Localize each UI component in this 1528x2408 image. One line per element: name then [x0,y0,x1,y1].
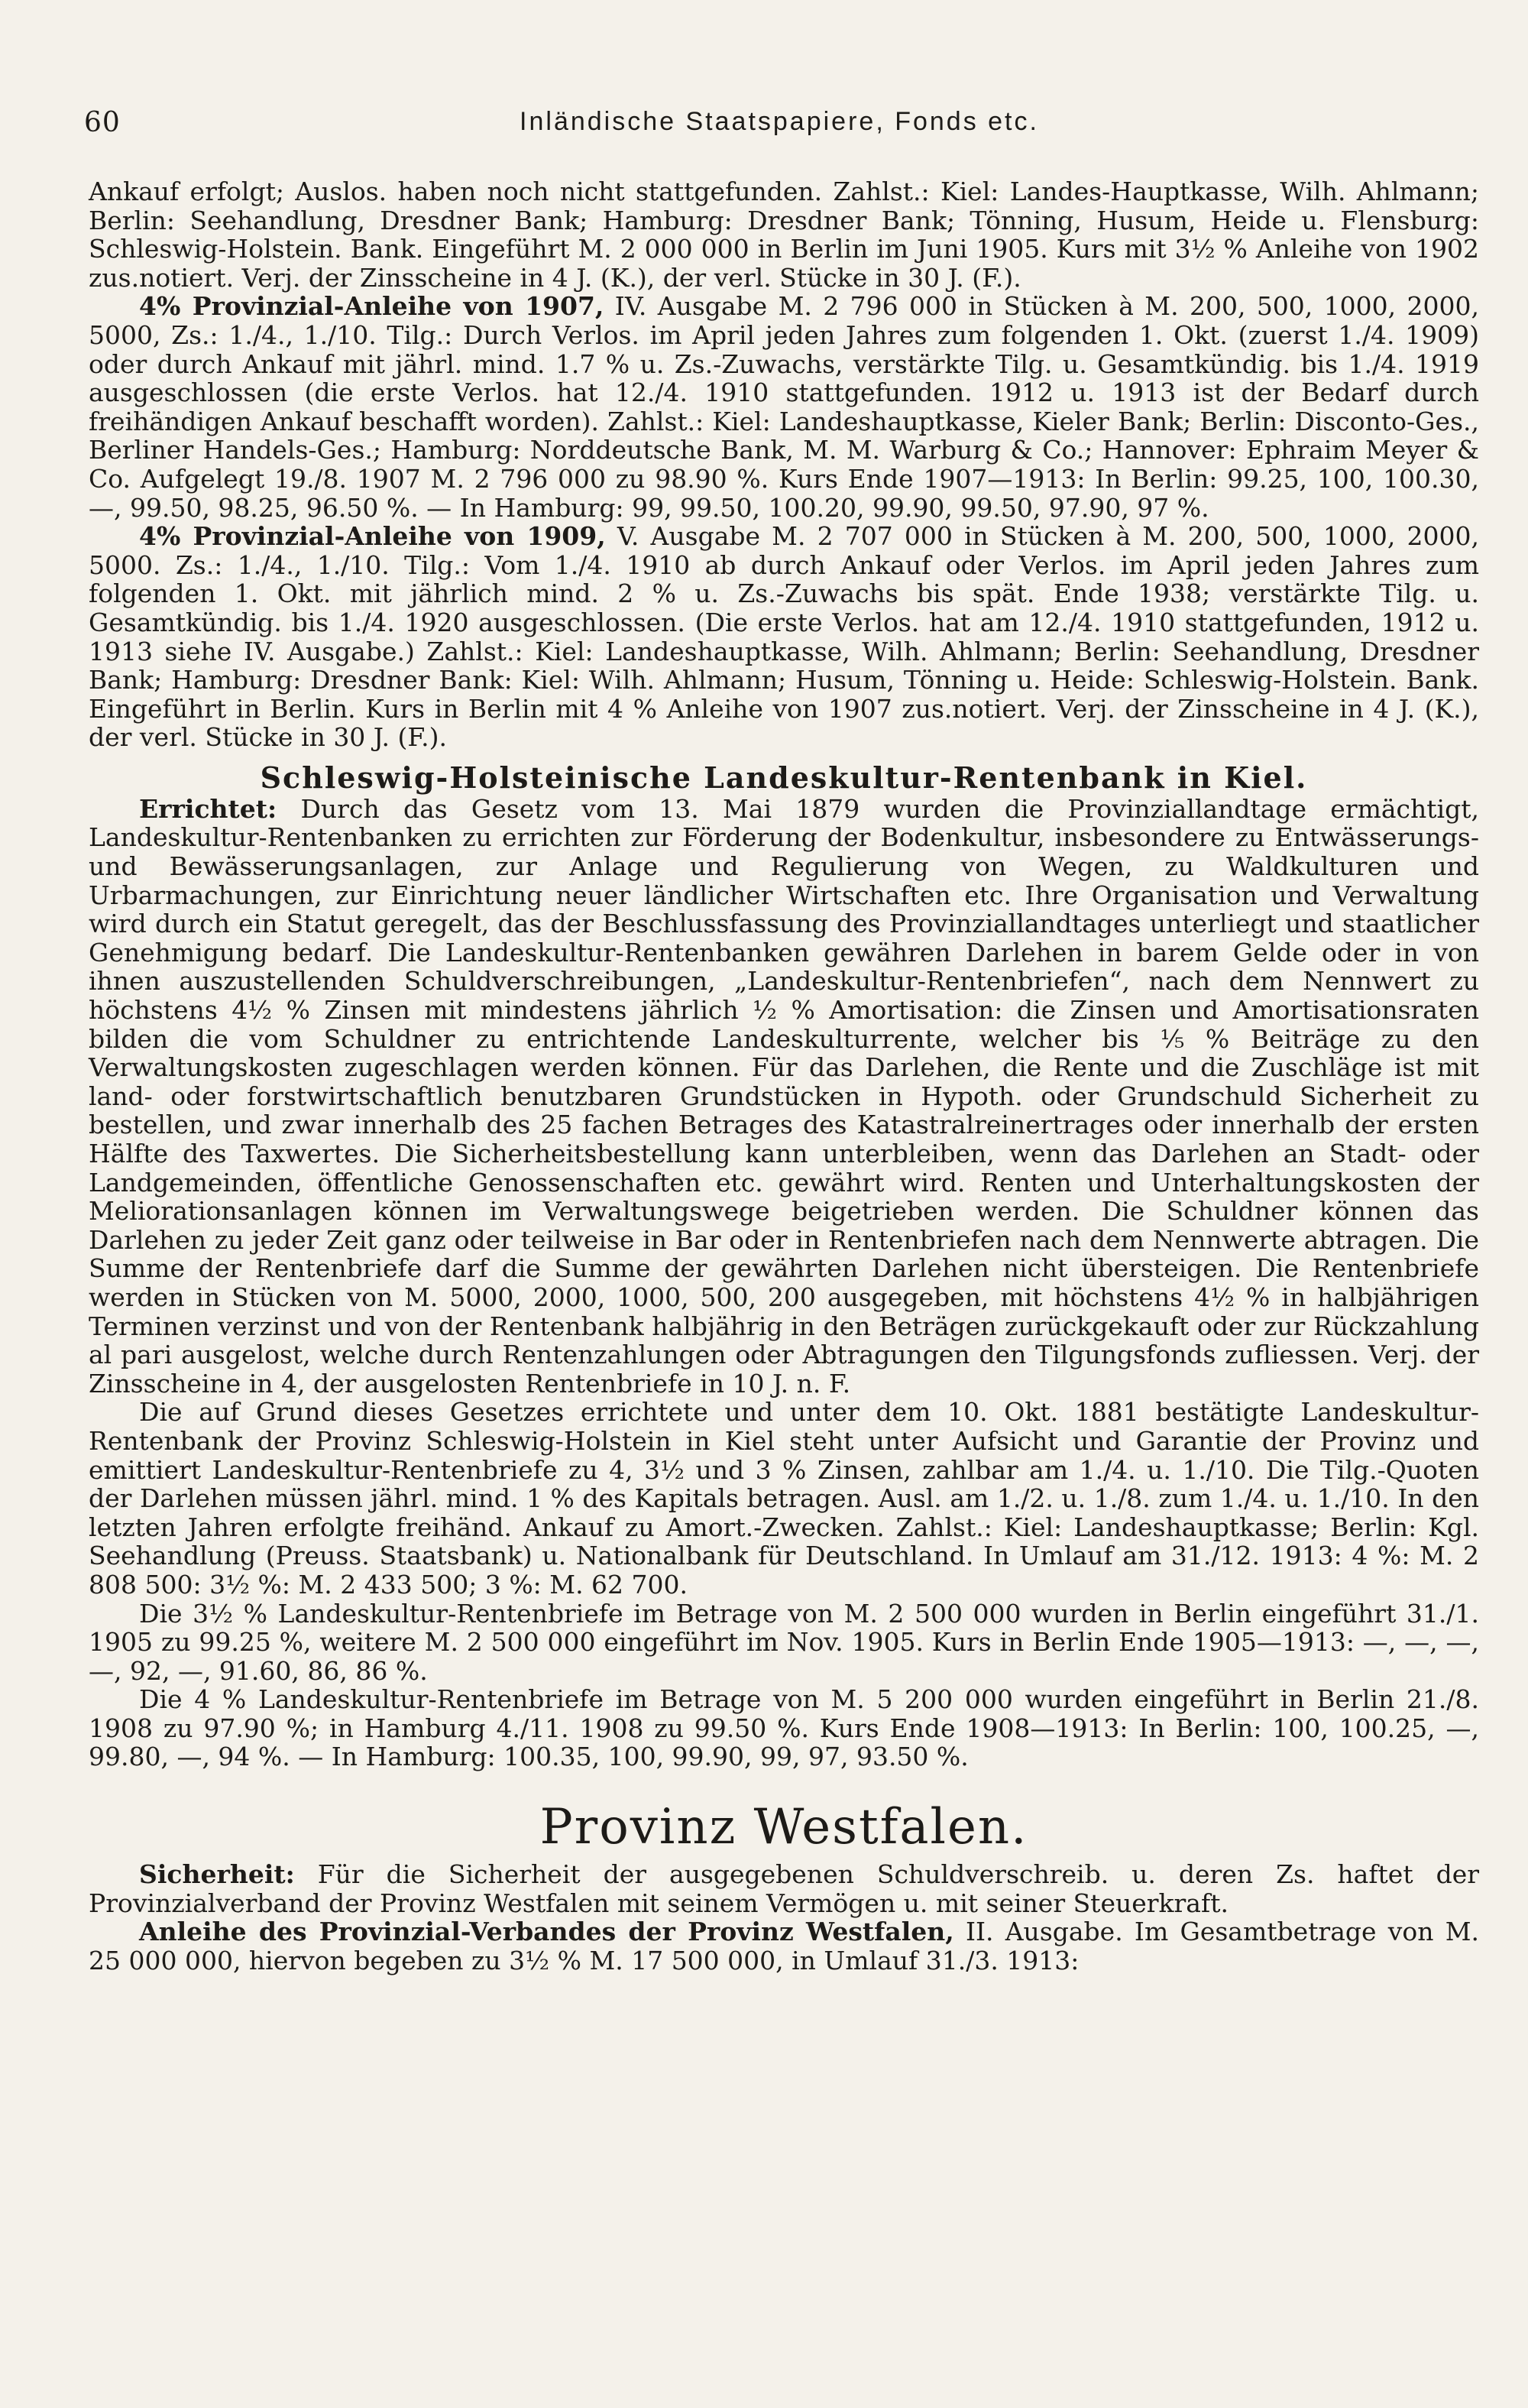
paragraph-anleihe-1909 [89,522,1479,752]
paragraph-anleihe-westfalen [89,1917,1479,1975]
text-anleihe-westfalen: II. Ausgabe. Im Gesamtbetrage von M. 25 000 000, hiervon begeben zu 3½ % M. 17 500 000, in Umlauf 31./3. 1913: [89,1917,1480,1975]
text-sicherheit: Für die Sicherheit der ausgegebenen Schuldverschreib. u. deren Zs. haftet der Provinzialverband der Provinz Westfalen mit seinem Vermögen u. mit seiner Steuerkraft. [89,1859,1479,1918]
text-anleihe-1907: IV. Ausgabe M. 2 796 000 in Stücken à M. 200, 500, 1000, 2000, 5000, Zs.: 1./4., 1./10. Tilg.: Durch Verlos. im April jeden Jahres zum folgenden 1. Okt. (zuerst 1./4. 1909) oder durch Ankauf mit jährl. mind. 1.7 % u. Zs.-Zuwachs, verstärkte Tilg. u. Gesamtkündig. bis 1./4. 1919 ausgeschlossen (die erste Verlos. hat 12./4. 1910 stattgefunden. 1912 u. 1913 ist der Bedarf durch freihändigen Ankauf beschafft worden). Zahlst.: Kiel: Landeshauptkasse, Kieler Bank; Berlin: Disconto-Ges., Berliner Handels-Ges.; Hamburg: Norddeutsche Bank, M. M. Warburg & Co.; Hannover: Ephraim Meyer & Co. Aufgelegt 19./8. 1907 M. 2 796 000 zu 98.90 %. Kurs Ende 1907—1913: In Berlin: 99.25, 100, 100.30, —, 99.50, 98.25, 96.50 %. — In Hamburg: 99, 99.50, 100.20, 99.90, 99.50, 97.90, 97 %. [89,291,1479,523]
running-header [84,107,1475,150]
page-number: 60 [84,107,121,138]
paragraph-errichtet [89,795,1479,1398]
label-sicherheit: Sicherheit: [139,1859,295,1890]
section-title-rentenbank-kiel: Schleswig-Holsteinische Landeskultur-Rentenbank in Kiel. [260,760,1308,795]
paragraph-rentenbriefe-3-5: Die 3½ % Landeskultur-Rentenbriefe im Betrage von M. 2 500 000 wurden in Berlin eingeführt 31./1. 1905 zu 99.25 %, weitere M. 2 500 000 eingeführt im Nov. 1905. Kurs in Berlin Ende 1905—1913: —, —, —, —, 92, —, 91.60, 86, 86 %. [89,1598,1479,1686]
label-errichtet: Errichtet: [139,793,277,824]
page-body [89,177,1479,1975]
paragraph-anleihe-1907 [89,292,1479,522]
text-errichtet: Durch das Gesetz vom 13. Mai 1879 wurden die Provinziallandtage ermächtigt, Landeskultur-Rentenbanken zu errichten zur Förderung der Bodenkultur, insbesondere zu Entwässerungs- und Bewässerungsanlagen, zur Anlage und Regulierung von Wegen, zu Waldkulturen und Urbarmachungen, zur Einrichtung neuer ländlicher Wirtschaften etc. Ihre Organisation und Verwaltung wird durch ein Statut geregelt, das der Beschlussfassung des Provinziallandtages unterliegt und staatlicher Genehmigung bedarf. Die Landeskultur-Rentenbanken gewähren Darlehen in barem Gelde oder in von ihnen auszustellenden Schuldverschreibungen, „Landeskultur-Rentenbriefen“, nach dem Nennwert zu höchstens 4½ % Zinsen mit mindestens jährlich ½ % Amortisation: die Zinsen und Amortisationsraten bilden die vom Schuldner zu entrichtende Landeskulturrente, welcher bis ⅕ % Beiträge zu den Verwaltungskosten zugeschlagen werden können. Für das Darlehen, die Rente und die Zuschläge ist mit land- oder forstwirtschaftlich benutzbaren Grundstücken in Hypoth. oder Grundschuld Sicherheit zu bestellen, und zwar innerhalb des 25 fachen Betrages des Katastralreinertrages oder innerhalb der ersten Hälfte des Taxwertes. Die Sicherheitsbestellung kann unterbleiben, wenn das Darlehen an Stadt- oder Landgemeinden, öffentliche Genossenschaften etc. gewährt wird. Renten und Unterhaltungskosten der Meliorationsanlagen können im Verwaltungswege beigetrieben werden. Die Schuldner können das Darlehen zu jeder Zeit ganz oder teilweise in Bar oder in Rentenbriefen nach dem Nennwerte abtragen. Die Summe der Rentenbriefe darf die Summe der gewährten Darlehen nicht übersteigen. Die Rentenbriefe werden in Stücken von M. 5000, 2000, 1000, 500, 200 ausgegeben, mit höchstens 4½ % in halbjährigen Terminen verzinst und von der Rentenbank halbjährig in den Beträgen zurückgekauft oder zur Rückzahlung al pari ausgelost, welche durch Rentenzahlungen oder Abtragungen den Tilgungsfonds zufliessen. Verj. der Zinsscheine in 4, der ausgelosten Rentenbriefe in 10 J. n. F. [89,793,1479,1398]
text-anleihe-1909: V. Ausgabe M. 2 707 000 in Stücken à M. 200, 500, 1000, 2000, 5000. Zs.: 1./4., 1./10. Tilg.: Vom 1./4. 1910 ab durch Ankauf oder Verlos. im April jeden Jahres zum folgenden 1. Okt. mit jährlich mind. 2 % u. Zs.-Zuwachs bis spät. Ende 1938; verstärkte Tilg. u. Gesamtkündig. bis 1./4. 1920 ausgeschlossen. (Die erste Verlos. hat am 12./4. 1910 stattgefunden, 1912 u. 1913 siehe IV. Ausgabe.) Zahlst.: Kiel: Landeshauptkasse, Wilh. Ahlmann; Berlin: Seehandlung, Dresdner Bank; Hamburg: Dresdner Bank: Kiel: Wilh. Ahlmann; Husum, Tönning u. Heide: Schleswig-Holstein. Bank. Eingeführt in Berlin. Kurs in Berlin mit 4 % Anleihe von 1907 zus.notiert. Verj. der Zinsscheine in 4 J. (K.), der verl. Stücke in 30 J. (F.). [89,521,1480,753]
section-title-westfalen: Provinz Westfalen. [539,1799,1028,1856]
heading-anleihe-1907: 4% Provinzial-Anleihe von 1907, [139,291,604,322]
heading-anleihe-westfalen: Anleihe des Provinzial-Verbandes der Provinz Westfalen, [139,1917,954,1947]
heading-anleihe-1909: 4% Provinzial-Anleihe von 1909, [139,521,606,552]
paragraph-rentenbriefe-4: Die 4 % Landeskultur-Rentenbriefe im Betrage von M. 5 200 000 wurden eingeführt in Berlin 21./8. 1908 zu 97.90 %; in Hamburg 4./11. 1908 zu 99.50 %. Kurs Ende 1908—1913: In Berlin: 100, 100.25, —, 99.80, —, 94 %. — In Hamburg: 100.35, 100, 99.90, 99, 97, 93.50 %. [89,1684,1479,1772]
paragraph-auslosung: Ankauf erfolgt; Auslos. haben noch nicht stattgefunden. Zahlst.: Kiel: Landes-Hauptkasse, Wilh. Ahlmann; Berlin: Seehandlung, Dresdner Bank; Hamburg: Dresdner Bank; Tönning, Husum, Heide u. Flensburg: Schleswig-Holstein. Bank. Eingeführt M. 2 000 000 in Berlin im Juni 1905. Kurs mit 3½ % Anleihe von 1902 zus.notiert. Verj. der Zinsscheine in 4 J. (K.), der verl. Stücke in 30 J. (F.). [89,177,1479,293]
paragraph-rentenbank-details: Die auf Grund dieses Gesetzes errichtete und unter dem 10. Okt. 1881 bestätigte Landeskultur-Rentenbank der Provinz Schleswig-Holstein in Kiel steht unter Aufsicht und Garantie der Provinz und emittiert Landeskultur-Rentenbriefe zu 4, 3½ und 3 % Zinsen, zahlbar am 1./4. u. 1./10. Die Tilg.-Quoten der Darlehen müssen jährl. mind. 1 % des Kapitals betragen. Ausl. am 1./2. u. 1./8. zum 1./4. u. 1./10. In den letzten Jahren erfolgte freihänd. Ankauf zu Amort.-Zwecken. Zahlst.: Kiel: Landeshauptkasse; Berlin: Kgl. Seehandlung (Preuss. Staatsbank) u. Nationalbank für Deutschland. In Umlauf am 31./12. 1913: 4 %: M. 2 808 500: 3½ %: M. 2 433 500; 3 %: M. 62 700. [89,1397,1479,1599]
paragraph-sicherheit [89,1860,1479,1917]
running-title: Inländische Staatspapiere, Fonds etc. [520,107,1039,136]
